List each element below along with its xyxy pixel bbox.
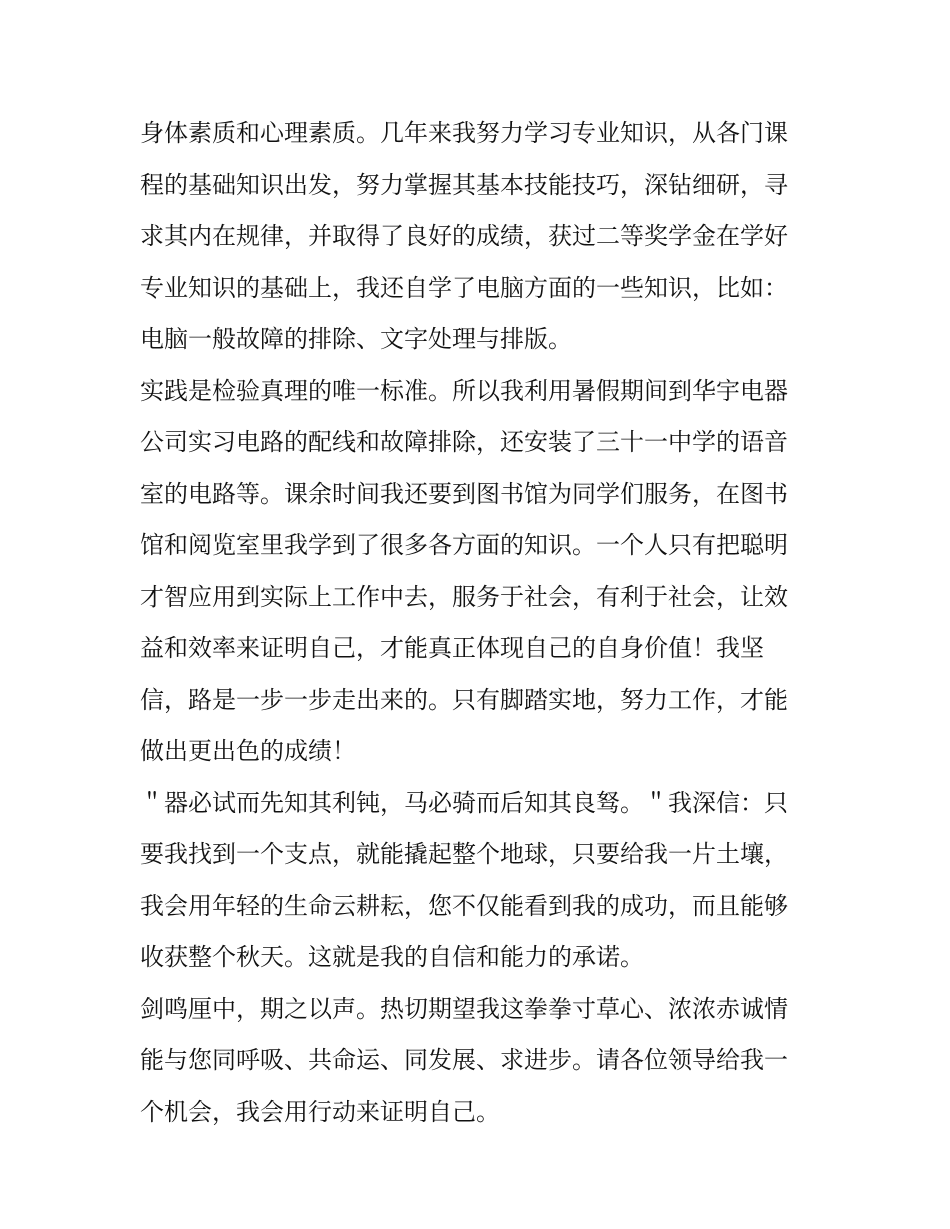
text-line: ＂器必试而先知其利钝，马必骑而后知其良驽。＂我深信：只: [140, 788, 788, 817]
text-line: 才智应用到实际上工作中去，服务于社会，有利于社会，让效: [140, 582, 788, 611]
text-line: 剑鸣厘中，期之以声。热切期望我这拳拳寸草心、浓浓赤诚情: [140, 994, 788, 1023]
text-line: 室的电路等。课余时间我还要到图书馆为同学们服务，在图书: [140, 479, 788, 508]
text-line: 能与您同呼吸、共命运、同发展、求进步。请各位领导给我一: [140, 1046, 788, 1074]
text-line: 身体素质和心理素质。几年来我努力学习专业知识，从各门课: [140, 119, 788, 147]
text-line: 信，路是一步一步走出来的。只有脚踏实地，努力工作，才能: [140, 685, 788, 714]
text-line: 实践是检验真理的唯一标准。所以我利用暑假期间到华宇电器: [140, 376, 788, 405]
text-line: 馆和阅览室里我学到了很多各方面的知识。一个人只有把聪明: [140, 531, 788, 559]
text-line: 要我找到一个支点，就能撬起整个地球，只要给我一片土壤，: [140, 840, 788, 868]
text-line: 求其内在规律，并取得了良好的成绩，获过二等奖学金在学好: [140, 222, 788, 250]
text-line: 公司实习电路的配线和故障排除，还安装了三十一中学的语音: [140, 428, 788, 456]
text-line: 做出更出色的成绩！: [140, 737, 356, 765]
document-body: [140, 108, 820, 1138]
text-line: 电脑一般故障的排除、文字处理与排版。: [140, 325, 572, 353]
text-line: 收获整个秋天。这就是我的自信和能力的承诺。: [140, 943, 644, 971]
text-line: 专业知识的基础上，我还自学了电脑方面的一些知识，比如：: [140, 273, 788, 302]
text-line: 个机会，我会用行动来证明自己。: [140, 1097, 500, 1126]
text-line: 程的基础知识出发，努力掌握其基本技能技巧，深钻细研，寻: [140, 170, 788, 199]
text-line: 益和效率来证明自己，才能真正体现自己的自身价值！我坚: [140, 634, 764, 662]
text-line: 我会用年轻的生命云耕耘，您不仅能看到我的成功，而且能够: [140, 891, 788, 920]
